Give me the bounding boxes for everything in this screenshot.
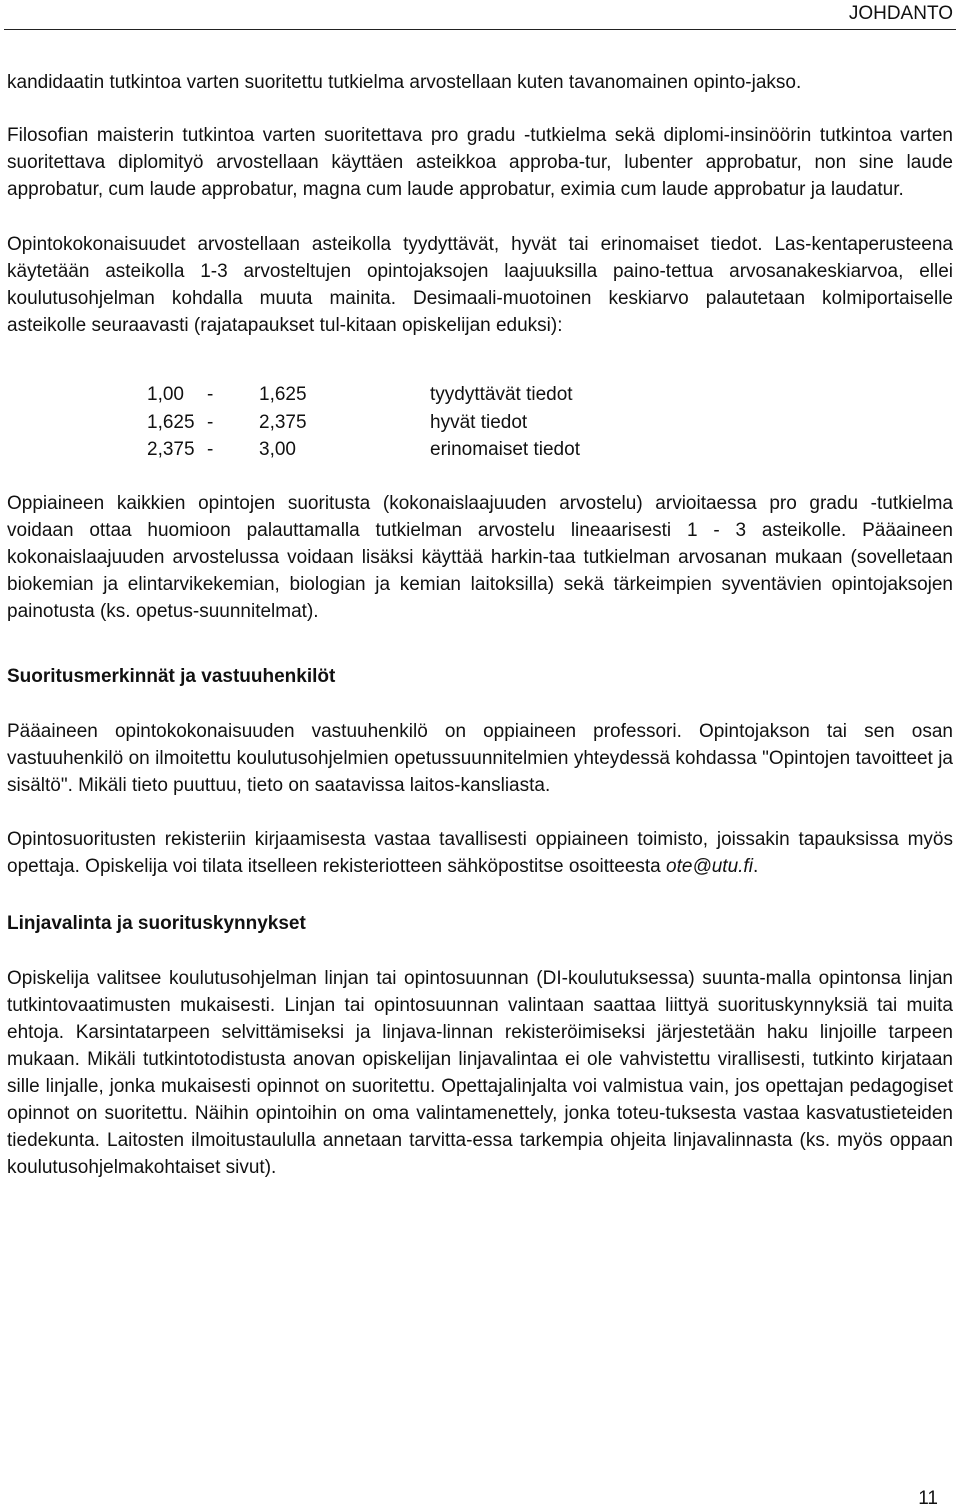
- grade-separator: -: [207, 411, 214, 433]
- paragraph-study-module-grading: Opintokokonaisuudet arvostellaan asteikolla tyydyttävät, hyvät tai erinomaiset tiedot. Las-kentaperusteena käytetään asteikolla 1-3 arvosteltujen opintojaksojen laajuuksilla paino-tettua arvosanakeskiarvoa, ellei koulutusohjelman kohdalla muuta mainita. Desimaali-muotoinen keskiarvo palautetaan kolmiportaiselle asteikolle seuraavasti (rajatapaukset tul-kitaan opiskelijan eduksi):: [7, 234, 953, 336]
- paragraph-master-thesis-scale: Filosofian maisterin tutkintoa varten suoritettava pro gradu -tutkielma sekä diplomi-insinöörin tutkintoa varten suoritettava diplomityö arvostellaan käyttäen asteikkoa approba-tur, lubenter approbatur, non sine laude approbatur, cum laude approbatur, magna cum laude approbatur, eximia cum laude approbatur ja laudatur.: [7, 125, 953, 200]
- grade-from: 1,00: [147, 384, 184, 405]
- grade-label: tyydyttävät tiedot: [430, 384, 573, 405]
- grade-to: 1,625: [259, 384, 307, 405]
- paragraph-records-registry: [7, 826, 953, 880]
- paragraph-line-selection: Opiskelija valitsee koulutusohjelman linjan tai opintosuunnan (DI-koulutuksessa) suunta-malla opintonsa linjan tutkintovaatimusten mukaisesti. Linjan tai opintosuunnan valintaan saattaa liittyä suorituskynnyksiä tai muita ehtoja. Karsintatarpeen selvittämiseksi ja linjava-linnan rekisteröimiseksi järjestetään haku linjoille tarpeen mukaan. Mikäli tutkintotodistusta anovan opiskelijan linjavalintaa ei ole vahvistettu virallisesti, tutkinto kirjataan sille linjalle, jonka mukaisesti opinnot on suoritettu. Opettajalinjalta voi valmistua vain, jos opettajan pedagogiset opinnot on suoritettu. Näihin opintoihin on oma valintamenettely, jonka toteu-tuksesta vastaa kasvatustieteiden tiedekunta. Laitosten ilmoitustaululla annetaan tarvitta-essa tarkempia ohjeita linjavalinnasta (ks. myös oppaan koulutusohjelmakohtaiset sivut).: [7, 967, 953, 1178]
- grade-scale-row: [147, 436, 953, 464]
- grade-to: 2,375: [259, 411, 307, 433]
- grade-to: 3,00: [259, 439, 296, 460]
- grade-from: 2,375: [147, 439, 195, 460]
- grade-from: 1,625: [147, 411, 195, 433]
- section-heading-line-selection: Linjavalinta ja suorituskynnykset: [7, 912, 306, 934]
- grade-scale-row: [147, 381, 953, 409]
- page-body: [7, 69, 953, 1181]
- grade-scale-row: [147, 409, 953, 437]
- paragraph-thesis-grading: kandidaatin tutkintoa varten suoritettu tutkielma arvostellaan kuten tavanomainen opinto-jakso.: [7, 72, 802, 93]
- grade-label: erinomaiset tiedot: [430, 439, 580, 460]
- email-link[interactable]: ote@utu.fi: [666, 855, 753, 877]
- records-registry-end: .: [752, 855, 759, 877]
- page-number: 11: [918, 1488, 938, 1509]
- grade-label: hyvät tiedot: [430, 411, 528, 433]
- paragraph-overall-grading: Oppiaineen kaikkien opintojen suoritusta (kokonaislaajuuden arvostelu) arvioitaessa pro gradu -tutkielma voidaan ottaa huomioon palauttamalla tutkielman arvostelu lineaarisesti 1 - 3 asteikolle. Pääaineen kokonaislaajuuden arvostelussa voidaan lisäksi käyttää harkin-taa tutkielman arvosanan mukaan (sovelletaan biokemian ja elintarvikekemian, biologian ja kemian laitoksilla) sekä tärkeimpien syventävien opintojaksojen painotusta (ks. opetus-suunnitelmat).: [7, 492, 953, 622]
- grade-separator: -: [207, 439, 214, 460]
- chapter-title: JOHDANTO: [848, 3, 953, 24]
- grade-scale-table: [147, 381, 953, 464]
- page-header: [4, 0, 956, 30]
- paragraph-responsible-persons: Pääaineen opintokokonaisuuden vastuuhenkilö on oppiaineen professori. Opintojakson tai sen osan vastuuhenkilö on ilmoitettu koulutusohjelmien opetussuunnitelmien yhteydessä kohdassa "Opintojen tavoitteet ja sisältö". Mikäli tieto puuttuu, tieto on saatavissa laitos-kansliasta.: [7, 720, 953, 796]
- section-heading-responsibility: Suoritusmerkinnät ja vastuuhenkilöt: [7, 665, 336, 687]
- grade-separator: -: [207, 384, 214, 405]
- records-registry-text: Opintosuoritusten rekisteriin kirjaamisesta vastaa tavallisesti oppiaineen toimisto, joissakin tapauksissa myös opettaja. Opiskelija voi tilata itselleen rekisteriotteen sähköpostitse osoitteesta: [7, 828, 953, 877]
